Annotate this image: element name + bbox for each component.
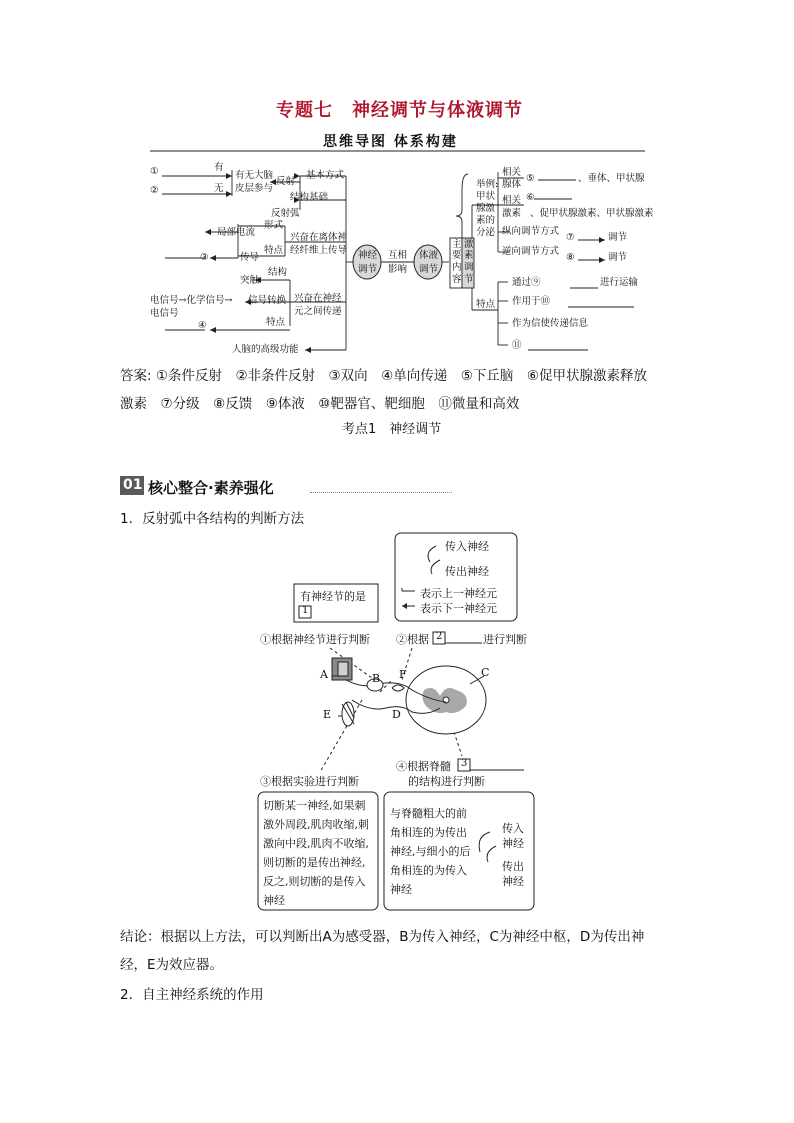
label-rel1a: 相关 [502,167,522,178]
label-fiber-2: 经纤维上传导 [290,245,348,256]
node-hormone-1: 素 [464,250,474,261]
box-3-number: 3 [461,758,468,769]
label-E: E [323,708,332,721]
label-A: A [320,668,328,681]
spinal-efferent-1: 传出 [502,860,524,873]
label-mutual-1: 互相 [388,250,408,261]
label-acts-on: 作用于⑩ [512,296,551,307]
blank-4: ④ [198,320,207,331]
label-rel2a: 相关 [502,195,522,206]
label-brain-q2: 皮层参与 [235,183,274,194]
node-humoral-2: 调节 [419,264,439,275]
label-brain-q1: 有无大脑 [235,170,274,181]
label-eg-1: 举例: [476,179,499,190]
label-via-rest: 进行运输 [600,277,639,288]
legend-afferent: 传入神经 [445,540,489,553]
item-1-heading: 1．反射弧中各结构的判断方法 [120,511,305,527]
label-high-brain: 人脑的高级功能 [232,344,299,355]
label-mutual-2: 影响 [388,264,408,275]
label-struct-base: 结构基础 [290,192,329,203]
ganglion-label: 有神经节的是 [300,590,366,603]
answers-line-2: 激素 ⑦分级 ⑧反馈 ⑨体液 ⑩靶器官、靶细胞 ⑪微量和高效 [120,396,520,412]
legend-prev-neuron: 表示上一神经元 [420,587,497,600]
section-badge-number: 01 [123,477,143,493]
label-tiaojie-8: 调节 [608,252,628,263]
method-4-label-b: 的结构进行判断 [408,775,485,788]
label-eg-3: 腺激 [476,203,496,214]
method-2-label-b: 进行判断 [483,633,527,646]
mind-map-heading: 思维导图 体系构建 [323,134,458,150]
conclusion-line-1: 结论：根据以上方法，可以判断出A为感受器，B为传入神经，C为神经中枢，D为传出神 [120,929,645,945]
section-title: 核心整合·素养强化 [148,479,274,497]
page-title: 专题七 神经调节与体液调节 [276,100,523,121]
spinal-text: 与脊髓粗大的前角相连的为传出神经,与细小的后角相连的为传入神经 [390,807,471,896]
label-dianxinhao: 电信号 [150,308,179,319]
label-D: D [392,708,401,721]
label-tiaojie-7: 调节 [608,232,628,243]
blank-8: ⑧ [566,252,575,263]
label-wu: 无 [214,183,224,194]
label-tedian-2: 特点 [266,317,286,328]
label-main-3: 容 [452,274,462,285]
node-humoral-1: 体液 [419,250,439,261]
legend-next-neuron: 表示下一神经元 [420,602,497,615]
box-2-number: 2 [436,631,443,642]
label-xingshi: 形式 [264,220,284,231]
node-hormone-3: 节 [464,274,474,285]
node-hormone-0: 激 [464,239,474,250]
node-neural-2: 调节 [358,264,378,275]
label-between-2: 元之间传递 [294,306,342,317]
spinal-efferent-2: 神经 [502,875,524,888]
label-item6-rest: 、促甲状腺激素、甲状腺激素 [530,208,654,219]
label-vertical: 纵向调节方式 [502,226,560,237]
label-C: C [481,666,490,679]
item-2-heading: 2．自主神经系统的作用 [120,987,264,1003]
label-fanshehu: 反射弧 [271,208,300,219]
label-you: 有 [214,162,224,173]
blank-11: ⑪ [512,340,522,351]
label-local-current: 局部电流 [217,227,256,238]
conclusion-line-2: 经，E为效应器。 [120,957,224,973]
method-1-label: ①根据神经节进行判断 [260,633,370,646]
label-tuchu: 突触 [240,275,260,286]
label-chuandao: 传导 [240,252,260,263]
blank-7: ⑦ [566,232,575,243]
label-tedian-1: 特点 [264,245,284,256]
spinal-afferent-1: 传入 [502,822,524,835]
spinal-afferent-2: 神经 [502,837,524,850]
blank-2: ② [150,185,159,196]
node-neural-1: 神经 [358,250,378,261]
method-4-label-a: ④根据脊髓 [396,760,451,773]
label-eg-2: 甲状 [476,191,496,202]
label-F: F [399,668,407,681]
label-main-0: 主 [452,239,462,250]
label-main-1: 要 [452,250,462,261]
experiment-text: 切断某一神经,如果刺激外周段,肌肉收缩,刺激向中段,肌肉不收缩,则切断的是传出神经,反之,则切断的是传入神经 [263,799,369,907]
label-signal-convert: 信号转换 [248,295,287,306]
legend-efferent: 传出神经 [445,565,489,578]
label-rel2b: 激素 [502,208,522,219]
label-fiber-1: 兴奋在离体神 [290,232,348,243]
label-jiegou: 结构 [268,267,288,278]
label-tedian-right: 特点 [476,299,496,310]
blank-6: ⑥ [526,192,535,203]
box-1-number: 1 [302,605,309,616]
label-via: 通过⑨ [512,277,541,288]
label-eg-4: 素的 [476,215,496,226]
label-reverse: 逆向调节方式 [502,246,560,257]
kaodian-heading: 考点1 神经调节 [342,422,442,437]
blank-3: ③ [200,252,209,263]
label-basic-way: 基本方式 [306,170,345,181]
label-eg-5: 分泌 [476,227,496,238]
label-between-1: 兴奋在神经 [294,293,342,304]
method-2-label-a: ②根据 [396,633,429,646]
label-B: B [372,672,381,685]
node-hormone-2: 调 [464,262,474,273]
label-rel1b: 腺体 [502,179,522,190]
answers-line-1: 答案: ①条件反射 ②非条件反射 ③双向 ④单向传递 ⑤下丘脑 ⑥促甲状腺激素释放 [120,368,647,384]
label-item5-rest: 、垂体、甲状腺 [578,173,645,184]
label-fanshe: 反射 [276,176,296,187]
label-signal-chain: 电信号→化学信号→ [150,295,233,306]
label-main-2: 内 [452,262,462,273]
blank-5: ⑤ [526,173,535,184]
method-3-label: ③根据实验进行判断 [260,775,359,788]
blank-1: ① [150,166,159,177]
label-messenger: 作为信使传递信息 [512,318,589,329]
